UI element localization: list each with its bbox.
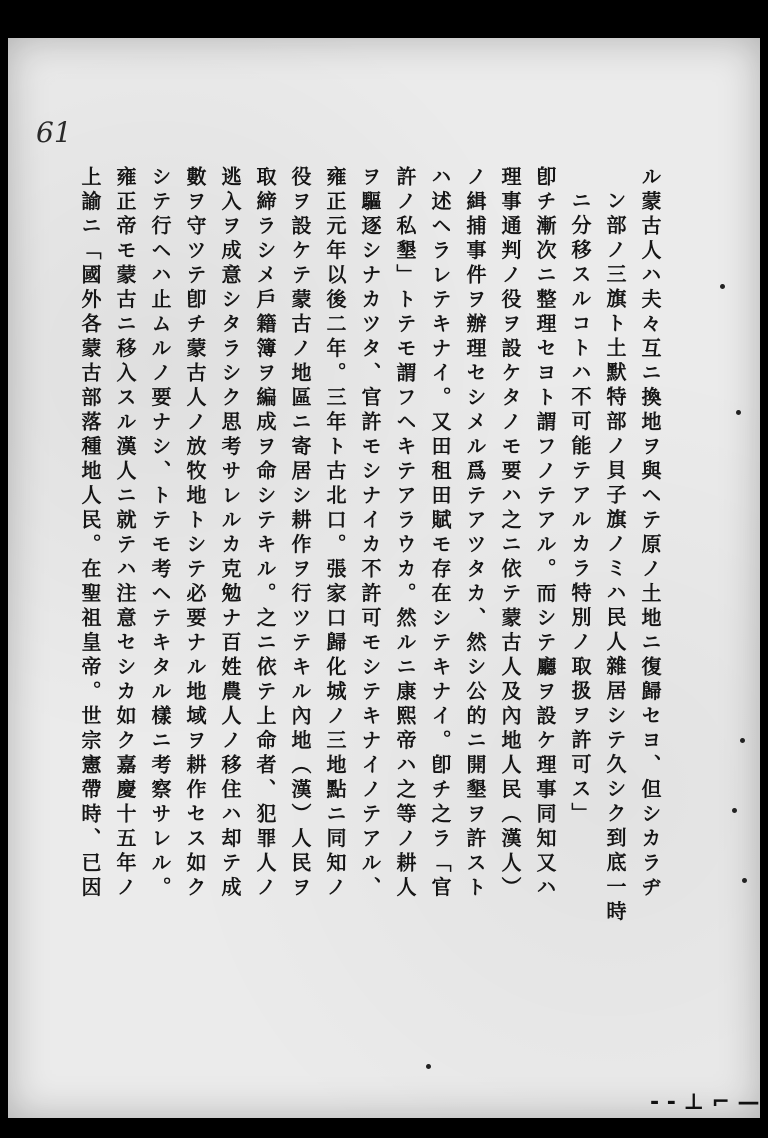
- text-column: 雍正帝モ蒙古ニ移入スル漢人ニ就テハ注意セシカ如ク嘉慶十五年ノ: [113, 166, 137, 901]
- scan-speck: [732, 808, 737, 813]
- vertical-text-body: [80, 166, 660, 1046]
- text-column: 數ヲ守ツテ卽チ蒙古人ノ放牧地トシテ必要ナル地域ヲ耕作セス如ク: [183, 166, 207, 901]
- scan-speck: [740, 738, 745, 743]
- scan-speck: [720, 284, 725, 289]
- text-column: ル蒙古人ハ夫々互ニ換地ヲ與ヘテ原ノ土地ニ復歸セヨ、但シカラヂ: [638, 166, 662, 901]
- scan-speck: [742, 878, 747, 883]
- page-number: 61: [36, 116, 72, 149]
- text-column: 上諭ニ「國外各蒙古部落種地人民。在聖祖皇帝。世宗憲帶時、已因: [78, 166, 102, 901]
- text-column: ノ緝捕事件ヲ辦理セシメル爲テアツタカ、然シ公的ニ開墾ヲ許スト: [463, 166, 487, 901]
- text-column: ン部ノ三旗ト土默特部ノ貝子旗ノミハ民人雜居シテ久シク到底一時: [603, 190, 627, 925]
- scan-speck: [736, 410, 741, 415]
- text-column: 雍正元年以後二年。三年ト古北口。張家口歸化城ノ三地點ニ同知ノ: [323, 166, 347, 901]
- text-column: 理事通判ノ役ヲ設ケタノモ要ハ之ニ依テ蒙古人及內地人民（漢人）: [498, 166, 522, 901]
- text-column: 役ヲ設ケテ蒙古ノ地區ニ寄居シ耕作ヲ行ツテキル內地（漢）人民ヲ: [288, 166, 312, 901]
- text-column: ハ述ヘラレテキナイ。又田租田賦モ存在シテキナイ。卽チ之ラ「官: [428, 166, 452, 901]
- text-column: 逃入ヲ成意シタラシク思考サレルカ克勉ナ百姓農人ノ移住ハ却テ成: [218, 166, 242, 901]
- text-column: 許ノ私墾」トテモ謂フヘキテアラウカ。然ルニ康熙帝ハ之等ノ耕人: [393, 166, 417, 901]
- text-column: ヲ驅逐シナカツタ、官許モシナイカ不許可モシテキナイノテアル、: [358, 166, 382, 901]
- text-column: 卽チ漸次ニ整理セヨト謂フノテアル。而シテ廳ヲ設ケ理事同知又ハ: [533, 166, 557, 901]
- text-column: 取締ラシメ戶籍簿ヲ編成ヲ命シテキル。之ニ依テ上命者、犯罪人ノ: [253, 166, 277, 901]
- document-page: [8, 38, 760, 1118]
- text-column: シテ行ヘハ止ムルノ要ナシ、トテモ考ヘテキタル樣ニ考察サレル。: [148, 166, 172, 901]
- scan-speck: [426, 1064, 431, 1069]
- footer-mark: - - ⊥ ⌐ —: [650, 1090, 760, 1115]
- text-column: ニ分移スルコトハ不可能テアルカラ特別ノ取扱ヲ許可ス」: [568, 190, 592, 827]
